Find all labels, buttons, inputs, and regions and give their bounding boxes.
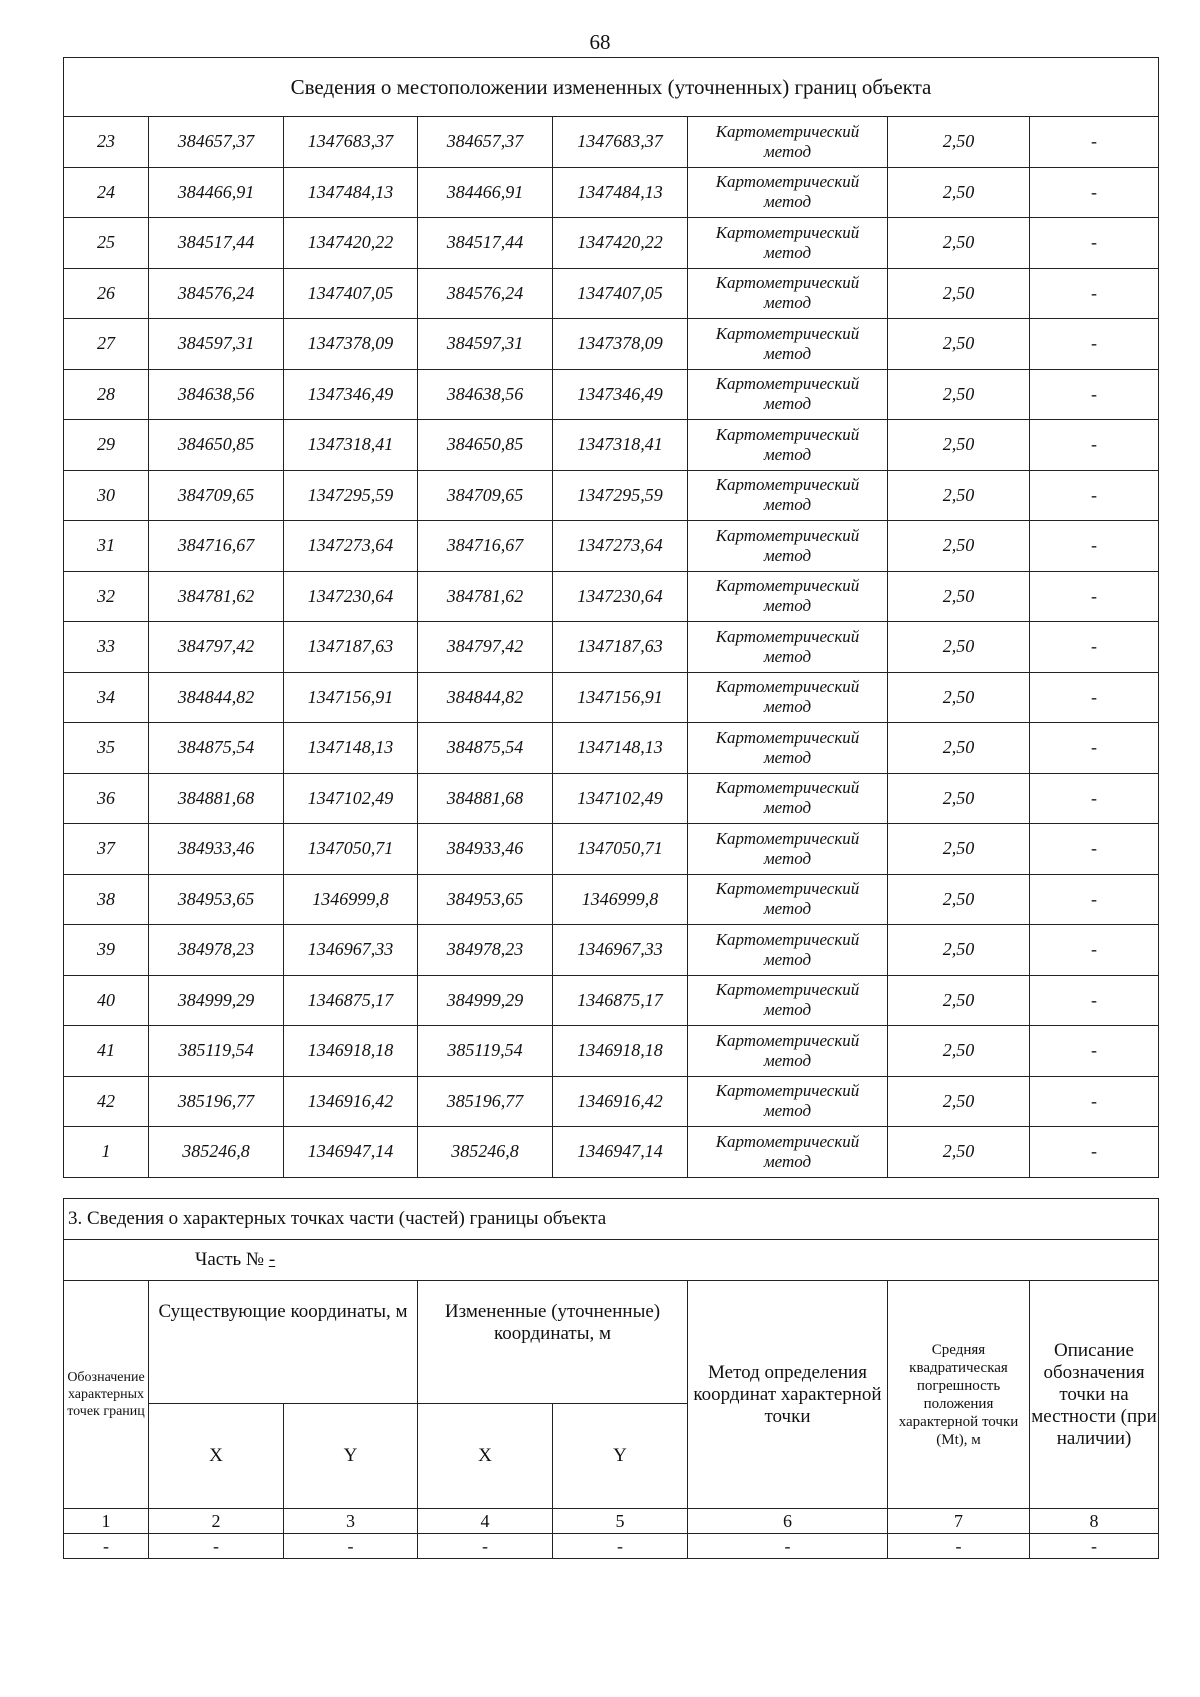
existing-x-cell: 384597,31 bbox=[149, 319, 284, 370]
existing-y-cell: 1346918,18 bbox=[284, 1026, 418, 1077]
changed-x-cell: 385246,8 bbox=[418, 1127, 553, 1178]
method-cell bbox=[688, 1076, 888, 1127]
method-line-1: Картометрический bbox=[715, 424, 860, 444]
changed-x-cell: 384597,31 bbox=[418, 319, 553, 370]
existing-y-cell: 1347420,22 bbox=[284, 218, 418, 269]
existing-x-cell: 384709,65 bbox=[149, 470, 284, 521]
method-cell bbox=[688, 420, 888, 471]
method-line-1: Картометрический bbox=[715, 172, 860, 192]
point-number-cell: 40 bbox=[64, 975, 149, 1026]
column-number: 3 bbox=[284, 1509, 418, 1534]
point-number-cell: 35 bbox=[64, 723, 149, 774]
table-row bbox=[64, 773, 1159, 824]
method-cell bbox=[688, 218, 888, 269]
mean-error-cell: 2,50 bbox=[888, 1076, 1030, 1127]
point-number-cell: 32 bbox=[64, 571, 149, 622]
mean-error-cell: 2,50 bbox=[888, 824, 1030, 875]
changed-x-cell: 384933,46 bbox=[418, 824, 553, 875]
table-row bbox=[64, 874, 1159, 925]
mean-error-cell: 2,50 bbox=[888, 925, 1030, 976]
mean-error-cell: 2,50 bbox=[888, 672, 1030, 723]
header-point-designation: Обозначение характерных точек границ bbox=[64, 1281, 149, 1509]
changed-y-cell: 1346947,14 bbox=[553, 1127, 688, 1178]
changed-x-cell: 384650,85 bbox=[418, 420, 553, 471]
table-row bbox=[64, 268, 1159, 319]
method-cell bbox=[688, 319, 888, 370]
existing-y-cell: 1347102,49 bbox=[284, 773, 418, 824]
changed-x-cell: 384517,44 bbox=[418, 218, 553, 269]
mean-error-cell: 2,50 bbox=[888, 1026, 1030, 1077]
point-number-cell: 23 bbox=[64, 117, 149, 168]
changed-y-cell: 1347050,71 bbox=[553, 824, 688, 875]
changed-y-cell: 1347187,63 bbox=[553, 622, 688, 673]
method-line-1: Картометрический bbox=[715, 828, 860, 848]
method-line-1: Картометрический bbox=[715, 222, 860, 242]
table-row bbox=[64, 723, 1159, 774]
description-cell: - bbox=[1030, 319, 1159, 370]
method-cell bbox=[688, 268, 888, 319]
changed-y-cell: 1346918,18 bbox=[553, 1026, 688, 1077]
changed-x-cell: 384953,65 bbox=[418, 874, 553, 925]
mean-error-cell: 2,50 bbox=[888, 117, 1030, 168]
changed-x-cell: 385119,54 bbox=[418, 1026, 553, 1077]
changed-y-cell: 1347407,05 bbox=[553, 268, 688, 319]
existing-y-cell: 1347378,09 bbox=[284, 319, 418, 370]
method-line-2: метод bbox=[763, 596, 812, 616]
mean-error-cell: 2,50 bbox=[888, 874, 1030, 925]
method-line-1: Картометрический bbox=[715, 879, 860, 899]
existing-y-cell: 1347407,05 bbox=[284, 268, 418, 319]
changed-y-cell: 1346967,33 bbox=[553, 925, 688, 976]
mean-error-cell: 2,50 bbox=[888, 268, 1030, 319]
part-number-value: - bbox=[268, 1249, 276, 1270]
method-cell bbox=[688, 571, 888, 622]
changed-y-cell: 1347484,13 bbox=[553, 167, 688, 218]
method-line-2: метод bbox=[763, 899, 812, 919]
existing-x-cell: 384881,68 bbox=[149, 773, 284, 824]
table-row bbox=[64, 622, 1159, 673]
existing-x-cell: 384657,37 bbox=[149, 117, 284, 168]
method-line-2: метод bbox=[763, 192, 812, 212]
method-cell bbox=[688, 167, 888, 218]
existing-x-cell: 384466,91 bbox=[149, 167, 284, 218]
header-changed-coords: Измененные (уточненные) координаты, м bbox=[418, 1281, 688, 1404]
changed-x-cell: 384781,62 bbox=[418, 571, 553, 622]
point-number-cell: 38 bbox=[64, 874, 149, 925]
method-line-2: метод bbox=[763, 495, 812, 515]
table-row bbox=[64, 117, 1159, 168]
empty-cell: - bbox=[284, 1534, 418, 1559]
changed-y-cell: 1347230,64 bbox=[553, 571, 688, 622]
header-description: Описание обозначения точки на местности (при наличии) bbox=[1030, 1281, 1159, 1509]
existing-x-cell: 384875,54 bbox=[149, 723, 284, 774]
existing-x-cell: 384650,85 bbox=[149, 420, 284, 471]
empty-cell: - bbox=[418, 1534, 553, 1559]
method-cell bbox=[688, 470, 888, 521]
page-number: 68 bbox=[589, 30, 611, 54]
method-line-1: Картометрический bbox=[715, 576, 860, 596]
point-number-cell: 39 bbox=[64, 925, 149, 976]
mean-error-cell: 2,50 bbox=[888, 319, 1030, 370]
description-cell: - bbox=[1030, 420, 1159, 471]
table-row bbox=[64, 167, 1159, 218]
description-cell: - bbox=[1030, 117, 1159, 168]
existing-x-cell: 385196,77 bbox=[149, 1076, 284, 1127]
empty-cell: - bbox=[888, 1534, 1030, 1559]
existing-y-cell: 1346947,14 bbox=[284, 1127, 418, 1178]
mean-error-cell: 2,50 bbox=[888, 1127, 1030, 1178]
column-number-row bbox=[64, 1509, 1159, 1534]
mean-error-cell: 2,50 bbox=[888, 218, 1030, 269]
method-line-2: метод bbox=[763, 141, 812, 161]
method-line-1: Картометрический bbox=[715, 980, 860, 1000]
method-line-2: метод bbox=[763, 1050, 812, 1070]
description-cell: - bbox=[1030, 773, 1159, 824]
changed-y-cell: 1347273,64 bbox=[553, 521, 688, 572]
table-row bbox=[64, 925, 1159, 976]
header-row-top bbox=[64, 1281, 1159, 1404]
changed-x-cell: 384466,91 bbox=[418, 167, 553, 218]
part-number-row bbox=[64, 1240, 1159, 1281]
existing-x-cell: 385246,8 bbox=[149, 1127, 284, 1178]
point-number-cell: 30 bbox=[64, 470, 149, 521]
existing-x-cell: 384797,42 bbox=[149, 622, 284, 673]
column-number: 8 bbox=[1030, 1509, 1159, 1534]
header-existing-y: Y bbox=[284, 1404, 418, 1509]
method-line-2: метод bbox=[763, 293, 812, 313]
mean-error-cell: 2,50 bbox=[888, 521, 1030, 572]
description-cell: - bbox=[1030, 824, 1159, 875]
empty-cell: - bbox=[149, 1534, 284, 1559]
section-3-title-row bbox=[64, 1199, 1159, 1240]
method-line-2: метод bbox=[763, 646, 812, 666]
description-cell: - bbox=[1030, 521, 1159, 572]
method-line-2: метод bbox=[763, 848, 812, 868]
point-number-cell: 31 bbox=[64, 521, 149, 572]
header-existing-x: X bbox=[149, 1404, 284, 1509]
description-cell: - bbox=[1030, 874, 1159, 925]
point-number-cell: 26 bbox=[64, 268, 149, 319]
changed-y-cell: 1347295,59 bbox=[553, 470, 688, 521]
changed-x-cell: 384844,82 bbox=[418, 672, 553, 723]
existing-x-cell: 384933,46 bbox=[149, 824, 284, 875]
existing-y-cell: 1347318,41 bbox=[284, 420, 418, 471]
changed-x-cell: 384716,67 bbox=[418, 521, 553, 572]
existing-y-cell: 1347346,49 bbox=[284, 369, 418, 420]
mean-error-cell: 2,50 bbox=[888, 622, 1030, 673]
table-row bbox=[64, 1076, 1159, 1127]
method-line-2: метод bbox=[763, 1000, 812, 1020]
header-changed-x: X bbox=[418, 1404, 553, 1509]
method-cell bbox=[688, 773, 888, 824]
method-line-2: метод bbox=[763, 747, 812, 767]
existing-x-cell: 384716,67 bbox=[149, 521, 284, 572]
point-number-cell: 42 bbox=[64, 1076, 149, 1127]
changed-x-cell: 384978,23 bbox=[418, 925, 553, 976]
table-row bbox=[64, 369, 1159, 420]
point-number-cell: 29 bbox=[64, 420, 149, 471]
changed-y-cell: 1347378,09 bbox=[553, 319, 688, 370]
changed-y-cell: 1346875,17 bbox=[553, 975, 688, 1026]
table-row bbox=[64, 824, 1159, 875]
header-method: Метод определения координат характерной точки bbox=[688, 1281, 888, 1509]
description-cell: - bbox=[1030, 723, 1159, 774]
changed-x-cell: 384709,65 bbox=[418, 470, 553, 521]
point-number-cell: 25 bbox=[64, 218, 149, 269]
method-cell bbox=[688, 369, 888, 420]
changed-x-cell: 384881,68 bbox=[418, 773, 553, 824]
table-title-row bbox=[64, 58, 1159, 117]
table-row bbox=[64, 521, 1159, 572]
changed-y-cell: 1347156,91 bbox=[553, 672, 688, 723]
changed-y-cell: 1347148,13 bbox=[553, 723, 688, 774]
point-number-cell: 28 bbox=[64, 369, 149, 420]
method-line-2: метод bbox=[763, 798, 812, 818]
method-line-2: метод bbox=[763, 242, 812, 262]
description-cell: - bbox=[1030, 975, 1159, 1026]
method-cell bbox=[688, 975, 888, 1026]
header-changed-y: Y bbox=[553, 1404, 688, 1509]
table-row bbox=[64, 218, 1159, 269]
description-cell: - bbox=[1030, 1127, 1159, 1178]
mean-error-cell: 2,50 bbox=[888, 167, 1030, 218]
column-number: 6 bbox=[688, 1509, 888, 1534]
existing-x-cell: 384638,56 bbox=[149, 369, 284, 420]
changed-y-cell: 1347102,49 bbox=[553, 773, 688, 824]
method-line-2: метод bbox=[763, 697, 812, 717]
column-number: 4 bbox=[418, 1509, 553, 1534]
description-cell: - bbox=[1030, 622, 1159, 673]
boundary-coordinates-table bbox=[63, 57, 1159, 1178]
empty-cell: - bbox=[64, 1534, 149, 1559]
table-row bbox=[64, 672, 1159, 723]
method-line-1: Картометрический bbox=[715, 626, 860, 646]
method-line-1: Картометрический bbox=[715, 778, 860, 798]
method-line-1: Картометрический bbox=[715, 273, 860, 293]
description-cell: - bbox=[1030, 925, 1159, 976]
existing-x-cell: 384999,29 bbox=[149, 975, 284, 1026]
point-number-cell: 36 bbox=[64, 773, 149, 824]
changed-x-cell: 384576,24 bbox=[418, 268, 553, 319]
header-mean-error: Средняя квадратическая погрешность положения характерной точки (Mt), м bbox=[888, 1281, 1030, 1509]
table-row bbox=[64, 470, 1159, 521]
mean-error-cell: 2,50 bbox=[888, 571, 1030, 622]
method-line-1: Картометрический bbox=[715, 1081, 860, 1101]
part-number-label: Часть № bbox=[195, 1249, 269, 1270]
table-row bbox=[64, 1127, 1159, 1178]
method-cell bbox=[688, 672, 888, 723]
existing-x-cell: 384978,23 bbox=[149, 925, 284, 976]
changed-x-cell: 384657,37 bbox=[418, 117, 553, 168]
existing-y-cell: 1347295,59 bbox=[284, 470, 418, 521]
existing-y-cell: 1346999,8 bbox=[284, 874, 418, 925]
description-cell: - bbox=[1030, 571, 1159, 622]
existing-y-cell: 1346916,42 bbox=[284, 1076, 418, 1127]
existing-y-cell: 1347273,64 bbox=[284, 521, 418, 572]
existing-x-cell: 384517,44 bbox=[149, 218, 284, 269]
existing-y-cell: 1347050,71 bbox=[284, 824, 418, 875]
mean-error-cell: 2,50 bbox=[888, 975, 1030, 1026]
existing-x-cell: 384953,65 bbox=[149, 874, 284, 925]
table-row bbox=[64, 1026, 1159, 1077]
method-line-1: Картометрический bbox=[715, 525, 860, 545]
empty-data-row bbox=[64, 1534, 1159, 1559]
description-cell: - bbox=[1030, 1026, 1159, 1077]
description-cell: - bbox=[1030, 1076, 1159, 1127]
column-number: 5 bbox=[553, 1509, 688, 1534]
method-line-2: метод bbox=[763, 394, 812, 414]
method-cell bbox=[688, 723, 888, 774]
method-line-2: метод bbox=[763, 1101, 812, 1121]
point-number-cell: 24 bbox=[64, 167, 149, 218]
existing-y-cell: 1347156,91 bbox=[284, 672, 418, 723]
changed-x-cell: 384999,29 bbox=[418, 975, 553, 1026]
existing-y-cell: 1347683,37 bbox=[284, 117, 418, 168]
method-line-2: метод bbox=[763, 545, 812, 565]
column-number: 1 bbox=[64, 1509, 149, 1534]
description-cell: - bbox=[1030, 268, 1159, 319]
empty-cell: - bbox=[688, 1534, 888, 1559]
existing-y-cell: 1347484,13 bbox=[284, 167, 418, 218]
section-3-title: 3. Сведения о характерных точках части (частей) границы объекта bbox=[64, 1199, 1159, 1240]
method-line-1: Картометрический bbox=[715, 677, 860, 697]
existing-y-cell: 1347230,64 bbox=[284, 571, 418, 622]
method-line-2: метод bbox=[763, 343, 812, 363]
table-row bbox=[64, 319, 1159, 370]
point-number-cell: 1 bbox=[64, 1127, 149, 1178]
description-cell: - bbox=[1030, 167, 1159, 218]
mean-error-cell: 2,50 bbox=[888, 773, 1030, 824]
method-line-2: метод bbox=[763, 949, 812, 969]
description-cell: - bbox=[1030, 369, 1159, 420]
changed-x-cell: 384875,54 bbox=[418, 723, 553, 774]
table-row bbox=[64, 571, 1159, 622]
method-line-2: метод bbox=[763, 444, 812, 464]
description-cell: - bbox=[1030, 672, 1159, 723]
changed-y-cell: 1346916,42 bbox=[553, 1076, 688, 1127]
method-cell bbox=[688, 1127, 888, 1178]
existing-x-cell: 384844,82 bbox=[149, 672, 284, 723]
method-line-1: Картометрический bbox=[715, 374, 860, 394]
part-number-cell bbox=[64, 1240, 1159, 1281]
existing-y-cell: 1346875,17 bbox=[284, 975, 418, 1026]
part-boundary-table bbox=[63, 1198, 1159, 1559]
method-line-1: Картометрический bbox=[715, 475, 860, 495]
method-cell bbox=[688, 622, 888, 673]
description-cell: - bbox=[1030, 218, 1159, 269]
description-cell: - bbox=[1030, 470, 1159, 521]
mean-error-cell: 2,50 bbox=[888, 470, 1030, 521]
column-number: 2 bbox=[149, 1509, 284, 1534]
point-number-cell: 33 bbox=[64, 622, 149, 673]
method-line-1: Картометрический bbox=[715, 1030, 860, 1050]
point-number-cell: 37 bbox=[64, 824, 149, 875]
changed-y-cell: 1347420,22 bbox=[553, 218, 688, 269]
method-cell bbox=[688, 521, 888, 572]
header-existing-coords: Существующие координаты, м bbox=[149, 1281, 418, 1404]
method-cell bbox=[688, 824, 888, 875]
existing-y-cell: 1346967,33 bbox=[284, 925, 418, 976]
point-number-cell: 34 bbox=[64, 672, 149, 723]
mean-error-cell: 2,50 bbox=[888, 369, 1030, 420]
changed-x-cell: 384797,42 bbox=[418, 622, 553, 673]
existing-y-cell: 1347148,13 bbox=[284, 723, 418, 774]
method-line-1: Картометрический bbox=[715, 727, 860, 747]
method-line-1: Картометрический bbox=[715, 323, 860, 343]
changed-y-cell: 1347346,49 bbox=[553, 369, 688, 420]
empty-cell: - bbox=[553, 1534, 688, 1559]
mean-error-cell: 2,50 bbox=[888, 723, 1030, 774]
method-line-1: Картометрический bbox=[715, 1131, 860, 1151]
empty-cell: - bbox=[1030, 1534, 1159, 1559]
changed-y-cell: 1347683,37 bbox=[553, 117, 688, 168]
method-cell bbox=[688, 925, 888, 976]
method-line-2: метод bbox=[763, 1151, 812, 1171]
mean-error-cell: 2,50 bbox=[888, 420, 1030, 471]
changed-y-cell: 1346999,8 bbox=[553, 874, 688, 925]
changed-y-cell: 1347318,41 bbox=[553, 420, 688, 471]
existing-x-cell: 385119,54 bbox=[149, 1026, 284, 1077]
existing-y-cell: 1347187,63 bbox=[284, 622, 418, 673]
point-number-cell: 41 bbox=[64, 1026, 149, 1077]
method-cell bbox=[688, 1026, 888, 1077]
table-title: Сведения о местоположении измененных (уточненных) границ объекта bbox=[64, 58, 1159, 117]
column-number: 7 bbox=[888, 1509, 1030, 1534]
point-number-cell: 27 bbox=[64, 319, 149, 370]
existing-x-cell: 384781,62 bbox=[149, 571, 284, 622]
method-line-1: Картометрический bbox=[715, 929, 860, 949]
changed-x-cell: 384638,56 bbox=[418, 369, 553, 420]
method-cell bbox=[688, 874, 888, 925]
method-line-1: Картометрический bbox=[715, 121, 860, 141]
changed-x-cell: 385196,77 bbox=[418, 1076, 553, 1127]
table-row bbox=[64, 975, 1159, 1026]
table-row bbox=[64, 420, 1159, 471]
existing-x-cell: 384576,24 bbox=[149, 268, 284, 319]
method-cell bbox=[688, 117, 888, 168]
